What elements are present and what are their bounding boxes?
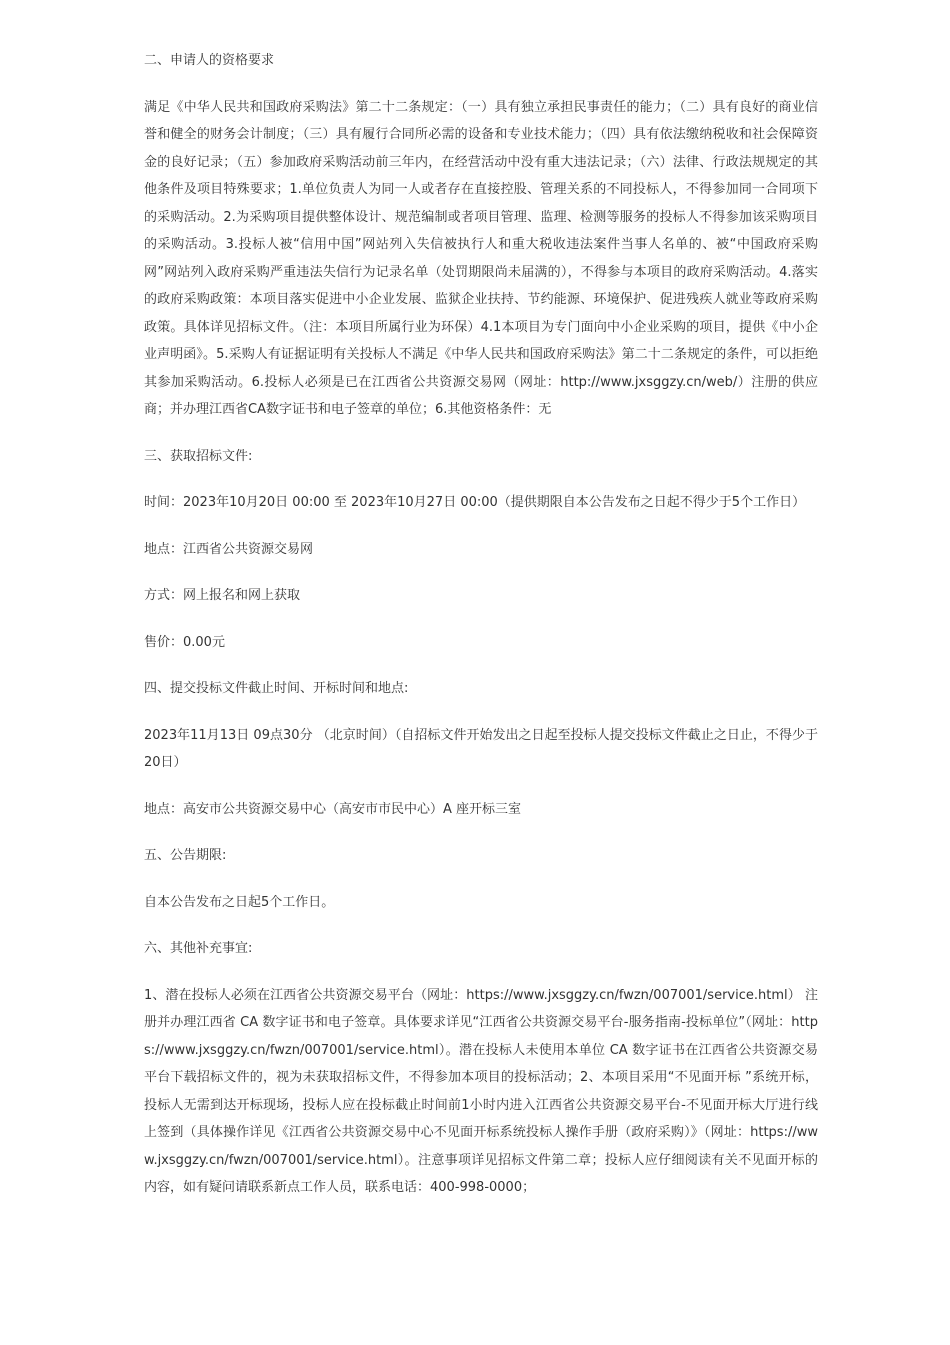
submission-deadline: 2023年11月13日 09点30分 （北京时间）（自招标文件开始发出之日起至投标人提交投标文件截止之日止，不得少于20日）: [144, 727, 818, 770]
supplementary-items: 1、潜在投标人必须在江西省公共资源交易平台（网址：https://www.jxsggzy.cn/fwzn/007001/service.html） 注册并办理江西省 CA 数字证书和电子签章。具体要求详见“江西省公共资源交易平台-服务指南-投标单位”（网址：https://www.jxsggzy.cn/fwzn/007001/service.html）。潜在投标人未使用本单位 CA 数字证书在江西省公共资源交易平台下载招标文件的，视为未获取招标文件，不得参加本项目的投标活动；2、本项目采用“不见面开标 ”系统开标，投标人无需到达开标现场，投标人应在投标截止时间前1小时内进入江西省公共资源交易平台-不见面开标大厅进行线上签到（具体操作详见《江西省公共资源交易中心不见面开标系统投标人操作手册（政府采购）》（网址：https://www.jxsggzy.cn/fwzn/007001/service.html）。注意事项详见招标文件第二章；投标人应仔细阅读有关不见面开标的内容，如有疑问请联系新点工作人员，联系电话：400-998-0000；: [144, 987, 818, 1195]
supplementary-heading: 六、其他补充事宜:: [144, 941, 253, 956]
obtain-method: 方式：网上报名和网上获取: [144, 588, 301, 603]
opening-place: 地点：高安市公共资源交易中心（高安市市民中心）A 座开标三室: [144, 801, 522, 817]
announcement-body: [144, 47, 818, 1202]
document-price: 售价：0.00元: [144, 634, 225, 650]
notice-period-heading: 五、公告期限:: [144, 848, 227, 863]
qualification-requirements: 满足《中华人民共和国政府采购法》第二十二条规定：（一）具有独立承担民事责任的能力；（二）具有良好的商业信誉和健全的财务会计制度；（三）具有履行合同所必需的设备和专业技术能力；（四）具有依法缴纳税收和社会保障资金的良好记录；（五）参加政府采购活动前三年内，在经营活动中没有重大违法记录；（六）法律、行政法规规定的其他条件及项目特殊要求；1.单位负责人为同一人或者存在直接控股、管理关系的不同投标人，不得参加同一合同项下的采购活动。2.为采购项目提供整体设计、规范编制或者项目管理、监理、检测等服务的投标人不得参加该采购项目的采购活动。3.投标人被“信用中国”网站列入失信被执行人和重大税收违法案件当事人名单的、被“中国政府采购网”网站列入政府采购严重违法失信行为记录名单（处罚期限尚未届满的），不得参与本项目的政府采购活动。4.落实的政府采购政策：本项目落实促进中小企业发展、监狱企业扶持、节约能源、环境保护、促进残疾人就业等政府采购政策。具体详见招标文件。（注：本项目所属行业为环保）4.1本项目为专门面向中小企业采购的项目，提供《中小企业声明函》。5.采购人有证据证明有关投标人不满足《中华人民共和国政府采购法》第二十二条规定的条件，可以拒绝其参加采购活动。6.投标人必须是已在江西省公共资源交易网（网址：http://www.jxsggzy.cn/web/）注册的供应商；并办理江西省CA数字证书和电子签章的单位；6.其他资格条件：无: [144, 99, 818, 417]
qualification-heading: 二、申请人的资格要求: [144, 53, 275, 68]
submission-heading: 四、提交投标文件截止时间、开标时间和地点:: [144, 681, 409, 696]
obtain-documents-heading: 三、获取招标文件:: [144, 448, 253, 464]
obtain-place: 地点：江西省公共资源交易网: [144, 541, 314, 557]
obtain-time: 时间：2023年10月20日 00:00 至 2023年10月27日 00:00（提供期限自本公告发布之日起不得少于5个工作日）: [144, 495, 806, 510]
notice-period: 自本公告发布之日起5个工作日。: [144, 894, 335, 910]
